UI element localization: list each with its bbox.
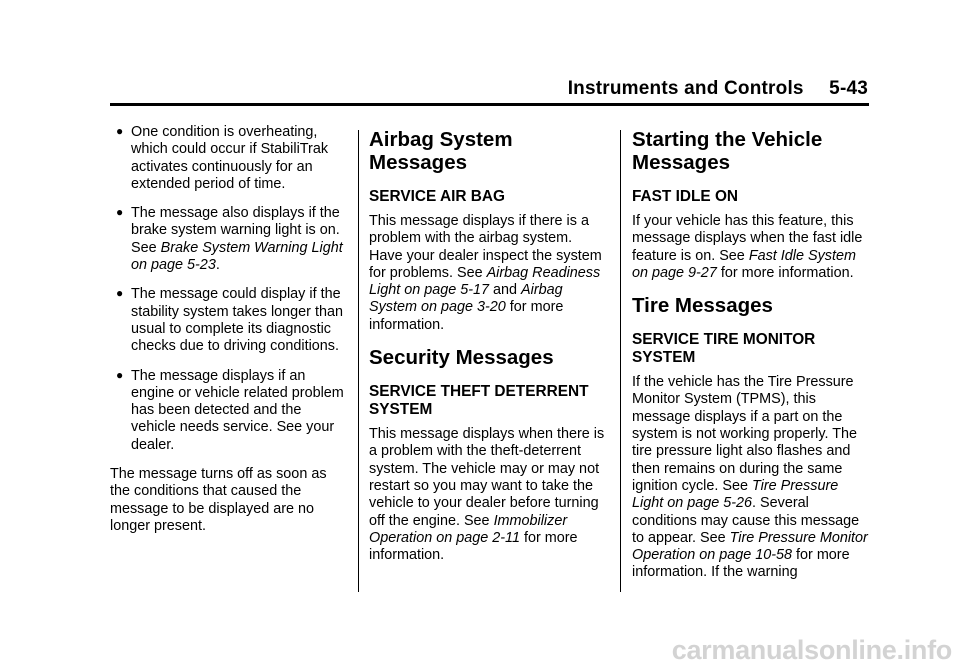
subheading-fast-idle: FAST IDLE ON bbox=[632, 188, 739, 205]
cross-reference-link[interactable]: Immobilizer Operation on page 2-11 bbox=[369, 512, 568, 546]
paragraph-text: for more information. bbox=[369, 299, 564, 333]
bullet-icon: ● bbox=[116, 205, 124, 220]
cross-reference-link[interactable]: Tire Pressure Light on page 5-26 bbox=[632, 477, 839, 512]
subheading-theft-deterrent: SERVICE THEFT DETERRENT SYSTEM bbox=[369, 383, 589, 419]
column-divider bbox=[620, 130, 621, 592]
header-rule bbox=[110, 103, 869, 106]
watermark: carmanualsonline.info bbox=[671, 635, 952, 665]
paragraph-text: for more information. bbox=[716, 264, 854, 281]
cross-reference-link[interactable]: Brake System Warning Light on page 5-23 bbox=[131, 239, 343, 274]
bullet-item bbox=[110, 286, 348, 355]
bullet-text-end: . bbox=[215, 257, 220, 274]
paragraph-text: and bbox=[489, 282, 522, 299]
column-divider bbox=[358, 130, 359, 592]
bullet-icon: ● bbox=[116, 124, 124, 138]
paragraph-text: This message displays when there is a problem with the theft-deterrent system. The vehicle may or may not restart so you may want to take the vehicle to your dealer before turning off the engine. See bbox=[369, 426, 605, 529]
paragraph-text: . Several conditions may cause this message to appear. See bbox=[632, 495, 860, 546]
paragraph-text: If your vehicle has this feature, this message displays when the fast idle feature is on. See bbox=[632, 213, 863, 264]
paragraph-text: for more information. bbox=[369, 529, 578, 564]
fast-idle-paragraph bbox=[632, 213, 868, 282]
security-paragraph bbox=[369, 426, 605, 564]
running-header bbox=[568, 78, 868, 100]
section-heading-tire: Tire Messages bbox=[632, 294, 773, 318]
paragraph-text: This message displays if there is a problem with the airbag system. Have your dealer inspect the system for problems. See bbox=[369, 213, 602, 281]
page-number: 5-43 bbox=[829, 78, 868, 99]
bullet-item bbox=[110, 205, 348, 274]
section-heading-starting: Starting the Vehicle Messages bbox=[632, 128, 823, 174]
column-3 bbox=[632, 124, 868, 594]
column-1 bbox=[110, 124, 348, 547]
paragraph-text: If the vehicle has the Tire Pressure Monitor System (TPMS), this message displays if a part on the system is not working properly. The tire pressure light also flashes and then remains on during the same ignition cycle. See bbox=[632, 374, 858, 494]
bullet-item bbox=[110, 124, 348, 193]
bullet-text: The message displays if an engine or vehicle related problem has been detected and the vehicle needs service. See your dealer. bbox=[131, 367, 344, 453]
cross-reference-link[interactable]: Fast Idle System on page 9-27 bbox=[632, 247, 856, 281]
section-heading-security: Security Messages bbox=[369, 346, 554, 370]
section-title: Instruments and Controls bbox=[567, 78, 804, 99]
column-2 bbox=[369, 124, 605, 576]
airbag-paragraph bbox=[369, 213, 605, 334]
subheading-service-air-bag: SERVICE AIR BAG bbox=[369, 188, 505, 205]
section-heading-airbag: Airbag System Messages bbox=[369, 128, 513, 174]
cross-reference-link[interactable]: Tire Pressure Monitor Operation on page 10-58 bbox=[632, 529, 868, 564]
bullet-text: The message also displays if the brake system warning light is on. See bbox=[131, 205, 340, 256]
subheading-tire-monitor: SERVICE TIRE MONITOR SYSTEM bbox=[632, 331, 816, 367]
paragraph-text: for more information. If the warning bbox=[632, 547, 850, 581]
bullet-icon: ● bbox=[116, 367, 124, 382]
closing-paragraph: The message turns off as soon as the conditions that caused the message to be displayed are no longer present. bbox=[110, 466, 327, 534]
cross-reference-link[interactable]: Airbag Readiness Light on page 5-17 bbox=[369, 264, 601, 299]
bullet-text: The message could display if the stability system takes longer than usual to complete its diagnostic checks due to driving conditions. bbox=[131, 286, 343, 355]
bullet-text: One condition is overheating, which could occur if StabiliTrak activates continuously for an extended period of time. bbox=[131, 124, 329, 192]
bullet-icon: ● bbox=[116, 286, 124, 301]
cross-reference-link[interactable]: Airbag System on page 3-20 bbox=[369, 282, 563, 316]
tire-paragraph bbox=[632, 374, 868, 582]
bullet-item bbox=[110, 368, 348, 454]
